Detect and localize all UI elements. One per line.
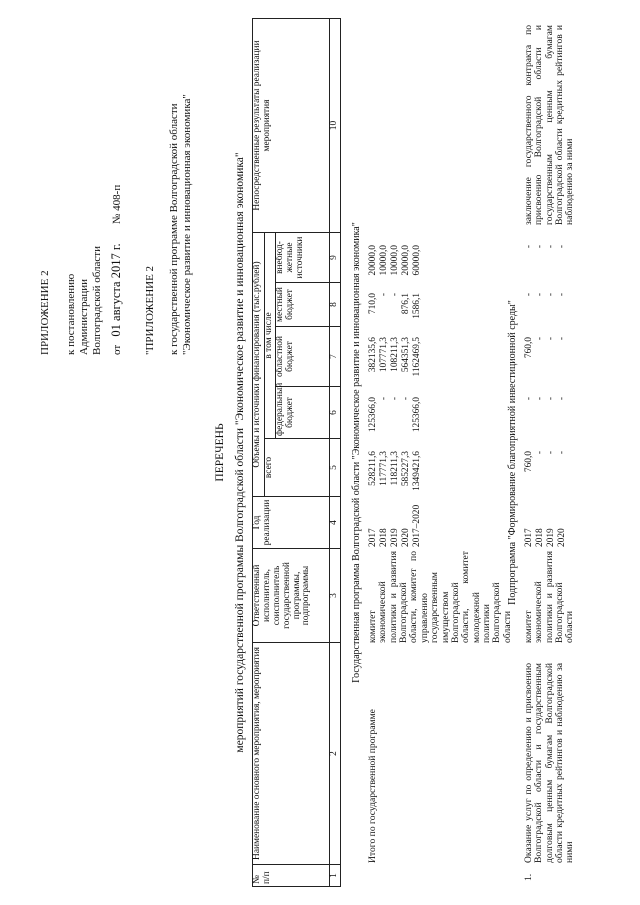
col-number: 4 xyxy=(329,497,340,549)
item-name: Оказание услуг по определению и присвоению Волгоградской области и государственным долговым ценным бумагам Волгоградской области кредитных рейтингов и наблюдению за ними xyxy=(523,663,576,863)
header-table xyxy=(252,18,341,887)
cell-total: 760,0 xyxy=(524,451,534,473)
cell-year: 2018 xyxy=(535,528,545,547)
appendix-inner-line1: к государственной программе Волгоградской области xyxy=(168,103,180,355)
date-value: 01 августа 2017 г. xyxy=(109,243,123,337)
col-number: 9 xyxy=(329,233,340,283)
header-fed: федеральный бюджет xyxy=(275,387,329,439)
cell-ext: - xyxy=(535,245,545,249)
cell-reg: 108211,3 xyxy=(390,337,400,372)
cell-year: 2018 xyxy=(379,528,389,547)
cell-reg: - xyxy=(546,337,556,341)
cell-year: 2019 xyxy=(390,528,400,547)
cell-year: 2017–2020 xyxy=(412,504,422,547)
cell-loc: - xyxy=(546,293,556,297)
doc-number: № 408-п xyxy=(111,184,123,225)
appendix-line3: Волгоградской области xyxy=(91,246,103,355)
cell-ext: 20000,0 xyxy=(368,245,378,276)
cell-reg: 564351,3 xyxy=(401,337,411,373)
header-resp: Ответственный исполнитель, соисполнитель государственной программы, подпрограммы xyxy=(253,549,330,643)
item-number: 1. xyxy=(523,873,534,881)
header-loc: местный бюджет xyxy=(275,283,329,327)
cell-total: - xyxy=(557,451,567,455)
col-number: 8 xyxy=(329,283,340,327)
cell-reg: - xyxy=(557,337,567,341)
cell-fed: 125366,0 xyxy=(412,397,422,433)
cell-reg: 107771,3 xyxy=(379,337,389,373)
cell-ext: 20000,0 xyxy=(401,245,411,276)
cell-reg: 1162469,5 xyxy=(412,337,422,377)
cell-fed: - xyxy=(401,397,411,401)
cell-fed: - xyxy=(557,397,567,401)
cell-fed: - xyxy=(546,397,556,401)
cell-fed: - xyxy=(535,397,545,401)
cell-loc: - xyxy=(524,293,534,297)
doc-title: ПЕРЕЧЕНЬ xyxy=(214,423,226,482)
cell-loc: 1586,1 xyxy=(412,293,422,319)
cell-year: 2019 xyxy=(546,528,556,547)
cell-total: - xyxy=(535,451,545,455)
cell-reg: 382135,6 xyxy=(368,337,378,373)
cell-fed: 125366,0 xyxy=(368,397,378,433)
cell-loc: - xyxy=(535,293,545,297)
header-year: Год реализации xyxy=(253,497,330,549)
appendix-date-line xyxy=(110,185,124,355)
col-number: 10 xyxy=(329,19,340,233)
subprogram-title: Подпрограмма "Формирование благоприятной инвестиционной среды" xyxy=(507,300,518,605)
cell-ext: 10000,0 xyxy=(379,245,389,276)
cell-ext: - xyxy=(546,245,556,249)
cell-loc: 876,1 xyxy=(401,293,411,315)
col-number: 3 xyxy=(329,549,340,643)
cell-year: 2020 xyxy=(401,528,411,547)
col-number: 7 xyxy=(329,327,340,387)
header-incl: в том числе xyxy=(265,233,276,439)
doc-subtitle: мероприятий государственной программы Волгоградской области "Экономическое развитие и инновационная экономика" xyxy=(234,152,246,753)
program-total-resp: комитет экономической политики и развития Волгоградской области, комитет по управлению государственным имуществом Волгоградской области, комитет молодежной политики Волгоградской области xyxy=(367,551,513,643)
header-results: Непосредственные результаты реализации мероприятия xyxy=(253,19,330,233)
appendix-inner-line2: "Экономическое развитие и инновационная экономика" xyxy=(181,94,193,355)
header-name: Наименование основного мероприятия, мероприятия xyxy=(253,643,330,865)
cell-total: 528211,6 xyxy=(368,451,378,486)
program-total-name: Итого по государственной программе xyxy=(367,709,378,863)
cell-total: 585227,3 xyxy=(401,451,411,487)
cell-year: 2020 xyxy=(557,528,567,547)
cell-loc: - xyxy=(379,293,389,297)
header-reg: областной бюджет xyxy=(275,327,329,387)
col-number: 2 xyxy=(329,643,340,865)
header-total: всего xyxy=(265,439,330,497)
header-ext: внебюд- жетные источники xyxy=(275,233,329,283)
item-result: заключение государственного контракта по присвоению Волгоградской области и государственным ценным бумагам Волгоградской области кредитных рейтингов и наблюдению за ними xyxy=(523,25,576,225)
cell-fed: - xyxy=(379,397,389,401)
cell-ext: 60000,0 xyxy=(412,245,422,276)
cell-total: 1349421,6 xyxy=(412,451,422,491)
cell-fed: - xyxy=(390,397,400,401)
cell-total: 117771,3 xyxy=(379,451,389,486)
cell-loc: - xyxy=(557,293,567,297)
cell-fed: - xyxy=(524,397,534,401)
date-prefix: от xyxy=(111,344,123,355)
cell-total: - xyxy=(546,451,556,455)
col-number: 5 xyxy=(329,439,340,497)
appendix-title: ПРИЛОЖЕНИЕ 2 xyxy=(39,270,51,355)
cell-ext: 10000,0 xyxy=(390,245,400,276)
item-resp: комитет экономической политики и развития Волгоградской области xyxy=(523,551,576,643)
cell-loc: - xyxy=(390,293,400,297)
program-title: Государственная программа Волгоградской области "Экономическое развитие и инновационная экономика" xyxy=(351,222,362,683)
cell-ext: - xyxy=(557,245,567,249)
cell-reg: - xyxy=(535,337,545,341)
cell-year: 2017 xyxy=(524,528,534,547)
appendix-line2: Администрации xyxy=(78,278,90,355)
cell-loc: 710,0 xyxy=(368,293,378,315)
cell-ext: - xyxy=(524,245,534,249)
col-number: 1 xyxy=(329,865,340,887)
cell-year: 2017 xyxy=(368,528,378,547)
appendix-line1: к постановлению xyxy=(65,273,77,355)
appendix-inner-title: "ПРИЛОЖЕНИЕ 2 xyxy=(144,265,156,355)
cell-total: 118211,3 xyxy=(390,451,400,486)
header-funding: Объемы и источники финансирования (тыс.рублей) xyxy=(253,233,265,497)
col-number: 6 xyxy=(329,387,340,439)
header-num: № п/п xyxy=(253,865,330,887)
cell-reg: 760,0 xyxy=(524,337,534,359)
